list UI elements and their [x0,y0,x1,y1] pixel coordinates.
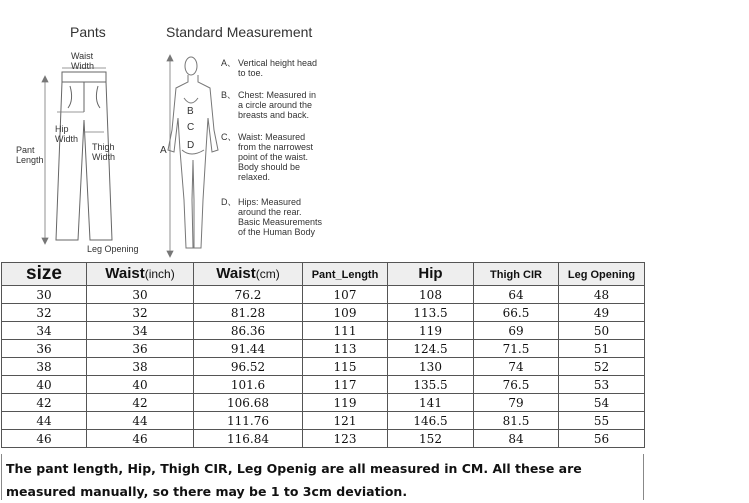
cell-thigh-cir: 81.5 [474,412,559,430]
cell-pant-length: 115 [303,358,388,376]
note-b-line: Chest: Measured in [238,90,317,100]
cell-thigh-cir: 76.5 [474,376,559,394]
measurement-disclaimer [1,454,644,500]
note-d-line: of the Human Body [238,227,316,237]
cell-size: 44 [2,412,87,430]
cell-thigh-cir: 71.5 [474,340,559,358]
note-b-line: a circle around the [238,100,313,110]
cell-leg-opening: 55 [559,412,645,430]
header-pant-length: Pant_Length [303,263,388,286]
cell-hip: 124.5 [388,340,474,358]
cell-hip: 152 [388,430,474,448]
leg-opening-label: Leg Opening [87,244,139,254]
cell-pant-length: 121 [303,412,388,430]
cell-waist-inch: 38 [87,358,194,376]
size-chart-table [1,262,645,448]
cell-hip: 119 [388,322,474,340]
header-leg-opening: Leg Opening [559,263,645,286]
cell-size: 34 [2,322,87,340]
note-c-line: Body should be [238,162,301,172]
note-d-line: Basic Measurements [238,217,323,227]
cell-waist-cm: 96.52 [194,358,303,376]
table-row [2,394,645,412]
cell-size: 46 [2,430,87,448]
note-d-line: Hips: Measured [238,197,302,207]
hip-width-label-1: Hip [55,124,69,134]
cell-pant-length: 111 [303,322,388,340]
table-row [2,304,645,322]
cell-leg-opening: 48 [559,286,645,304]
header-size: size [2,263,87,286]
cell-waist-inch: 46 [87,430,194,448]
cell-leg-opening: 51 [559,340,645,358]
cell-size: 30 [2,286,87,304]
table-row [2,286,645,304]
standard-measurement-title: Standard Measurement [166,24,313,40]
disclaimer-line-2: measured manually, so there may be 1 to 3cm deviation. [6,484,408,499]
cell-hip: 108 [388,286,474,304]
cell-waist-inch: 34 [87,322,194,340]
cell-size: 36 [2,340,87,358]
header-waist-inch: Waist(inch) [87,263,194,286]
cell-leg-opening: 49 [559,304,645,322]
cell-waist-inch: 42 [87,394,194,412]
table-header-row [2,263,645,286]
cell-thigh-cir: 66.5 [474,304,559,322]
cell-thigh-cir: 79 [474,394,559,412]
header-thigh-cir: Thigh CIR [474,263,559,286]
table-row [2,340,645,358]
cell-leg-opening: 53 [559,376,645,394]
cell-pant-length: 117 [303,376,388,394]
note-b-key: B、 [221,90,237,100]
table-row [2,430,645,448]
note-a-line: Vertical height head [238,58,318,68]
note-c-line: relaxed. [238,172,271,182]
cell-leg-opening: 50 [559,322,645,340]
pant-length-label-2: Length [16,155,44,165]
waist-width-label-1: Waist [71,51,94,61]
thigh-width-label-2: Width [92,152,116,162]
cell-waist-cm: 86.36 [194,322,303,340]
body-letter-d: D [187,140,195,151]
cell-pant-length: 107 [303,286,388,304]
cell-size: 38 [2,358,87,376]
cell-leg-opening: 54 [559,394,645,412]
cell-pant-length: 123 [303,430,388,448]
cell-pant-length: 109 [303,304,388,322]
cell-pant-length: 119 [303,394,388,412]
cell-thigh-cir: 64 [474,286,559,304]
note-d-key: D、 [221,197,237,207]
cell-thigh-cir: 84 [474,430,559,448]
cell-hip: 113.5 [388,304,474,322]
table-row [2,376,645,394]
note-a-key: A、 [221,58,237,68]
cell-hip: 146.5 [388,412,474,430]
table-row [2,412,645,430]
note-c-line: Waist: Measured [238,132,306,142]
cell-waist-cm: 101.6 [194,376,303,394]
note-c-line: from the narrowest [238,142,314,152]
body-letter-a: A [160,145,167,156]
disclaimer-line-1: The pant length, Hip, Thigh CIR, Leg Openig are all measured in CM. All these are [6,461,582,476]
pant-length-label-1: Pant [16,145,35,155]
cell-waist-inch: 40 [87,376,194,394]
cell-waist-cm: 91.44 [194,340,303,358]
cell-hip: 141 [388,394,474,412]
cell-size: 32 [2,304,87,322]
cell-leg-opening: 56 [559,430,645,448]
cell-hip: 130 [388,358,474,376]
cell-leg-opening: 52 [559,358,645,376]
body-figure [168,57,218,248]
note-c-line: point of the waist. [238,152,309,162]
cell-waist-inch: 44 [87,412,194,430]
cell-waist-inch: 32 [87,304,194,322]
body-letter-b: B [187,106,194,117]
cell-size: 40 [2,376,87,394]
note-d-line: around the rear. [238,207,302,217]
header-waist-cm: Waist(cm) [194,263,303,286]
table-row [2,322,645,340]
note-b-line: breasts and back. [238,110,310,120]
cell-waist-inch: 30 [87,286,194,304]
body-letter-c: C [187,122,195,133]
note-c-key: C、 [221,132,237,142]
table-row [2,358,645,376]
cell-waist-cm: 106.68 [194,394,303,412]
cell-waist-cm: 81.28 [194,304,303,322]
cell-size: 42 [2,394,87,412]
cell-thigh-cir: 74 [474,358,559,376]
header-hip: Hip [388,263,474,286]
cell-thigh-cir: 69 [474,322,559,340]
pants-title: Pants [70,24,106,40]
measurement-notes [221,58,323,237]
body-measure-guides [167,55,173,257]
cell-hip: 135.5 [388,376,474,394]
thigh-width-label-1: Thigh [92,142,115,152]
cell-pant-length: 113 [303,340,388,358]
cell-waist-inch: 36 [87,340,194,358]
cell-waist-cm: 111.76 [194,412,303,430]
cell-waist-cm: 76.2 [194,286,303,304]
waist-width-label-2: Width [71,61,95,71]
hip-width-label-2: Width [55,134,79,144]
note-a-line: to toe. [238,68,264,78]
cell-waist-cm: 116.84 [194,430,303,448]
